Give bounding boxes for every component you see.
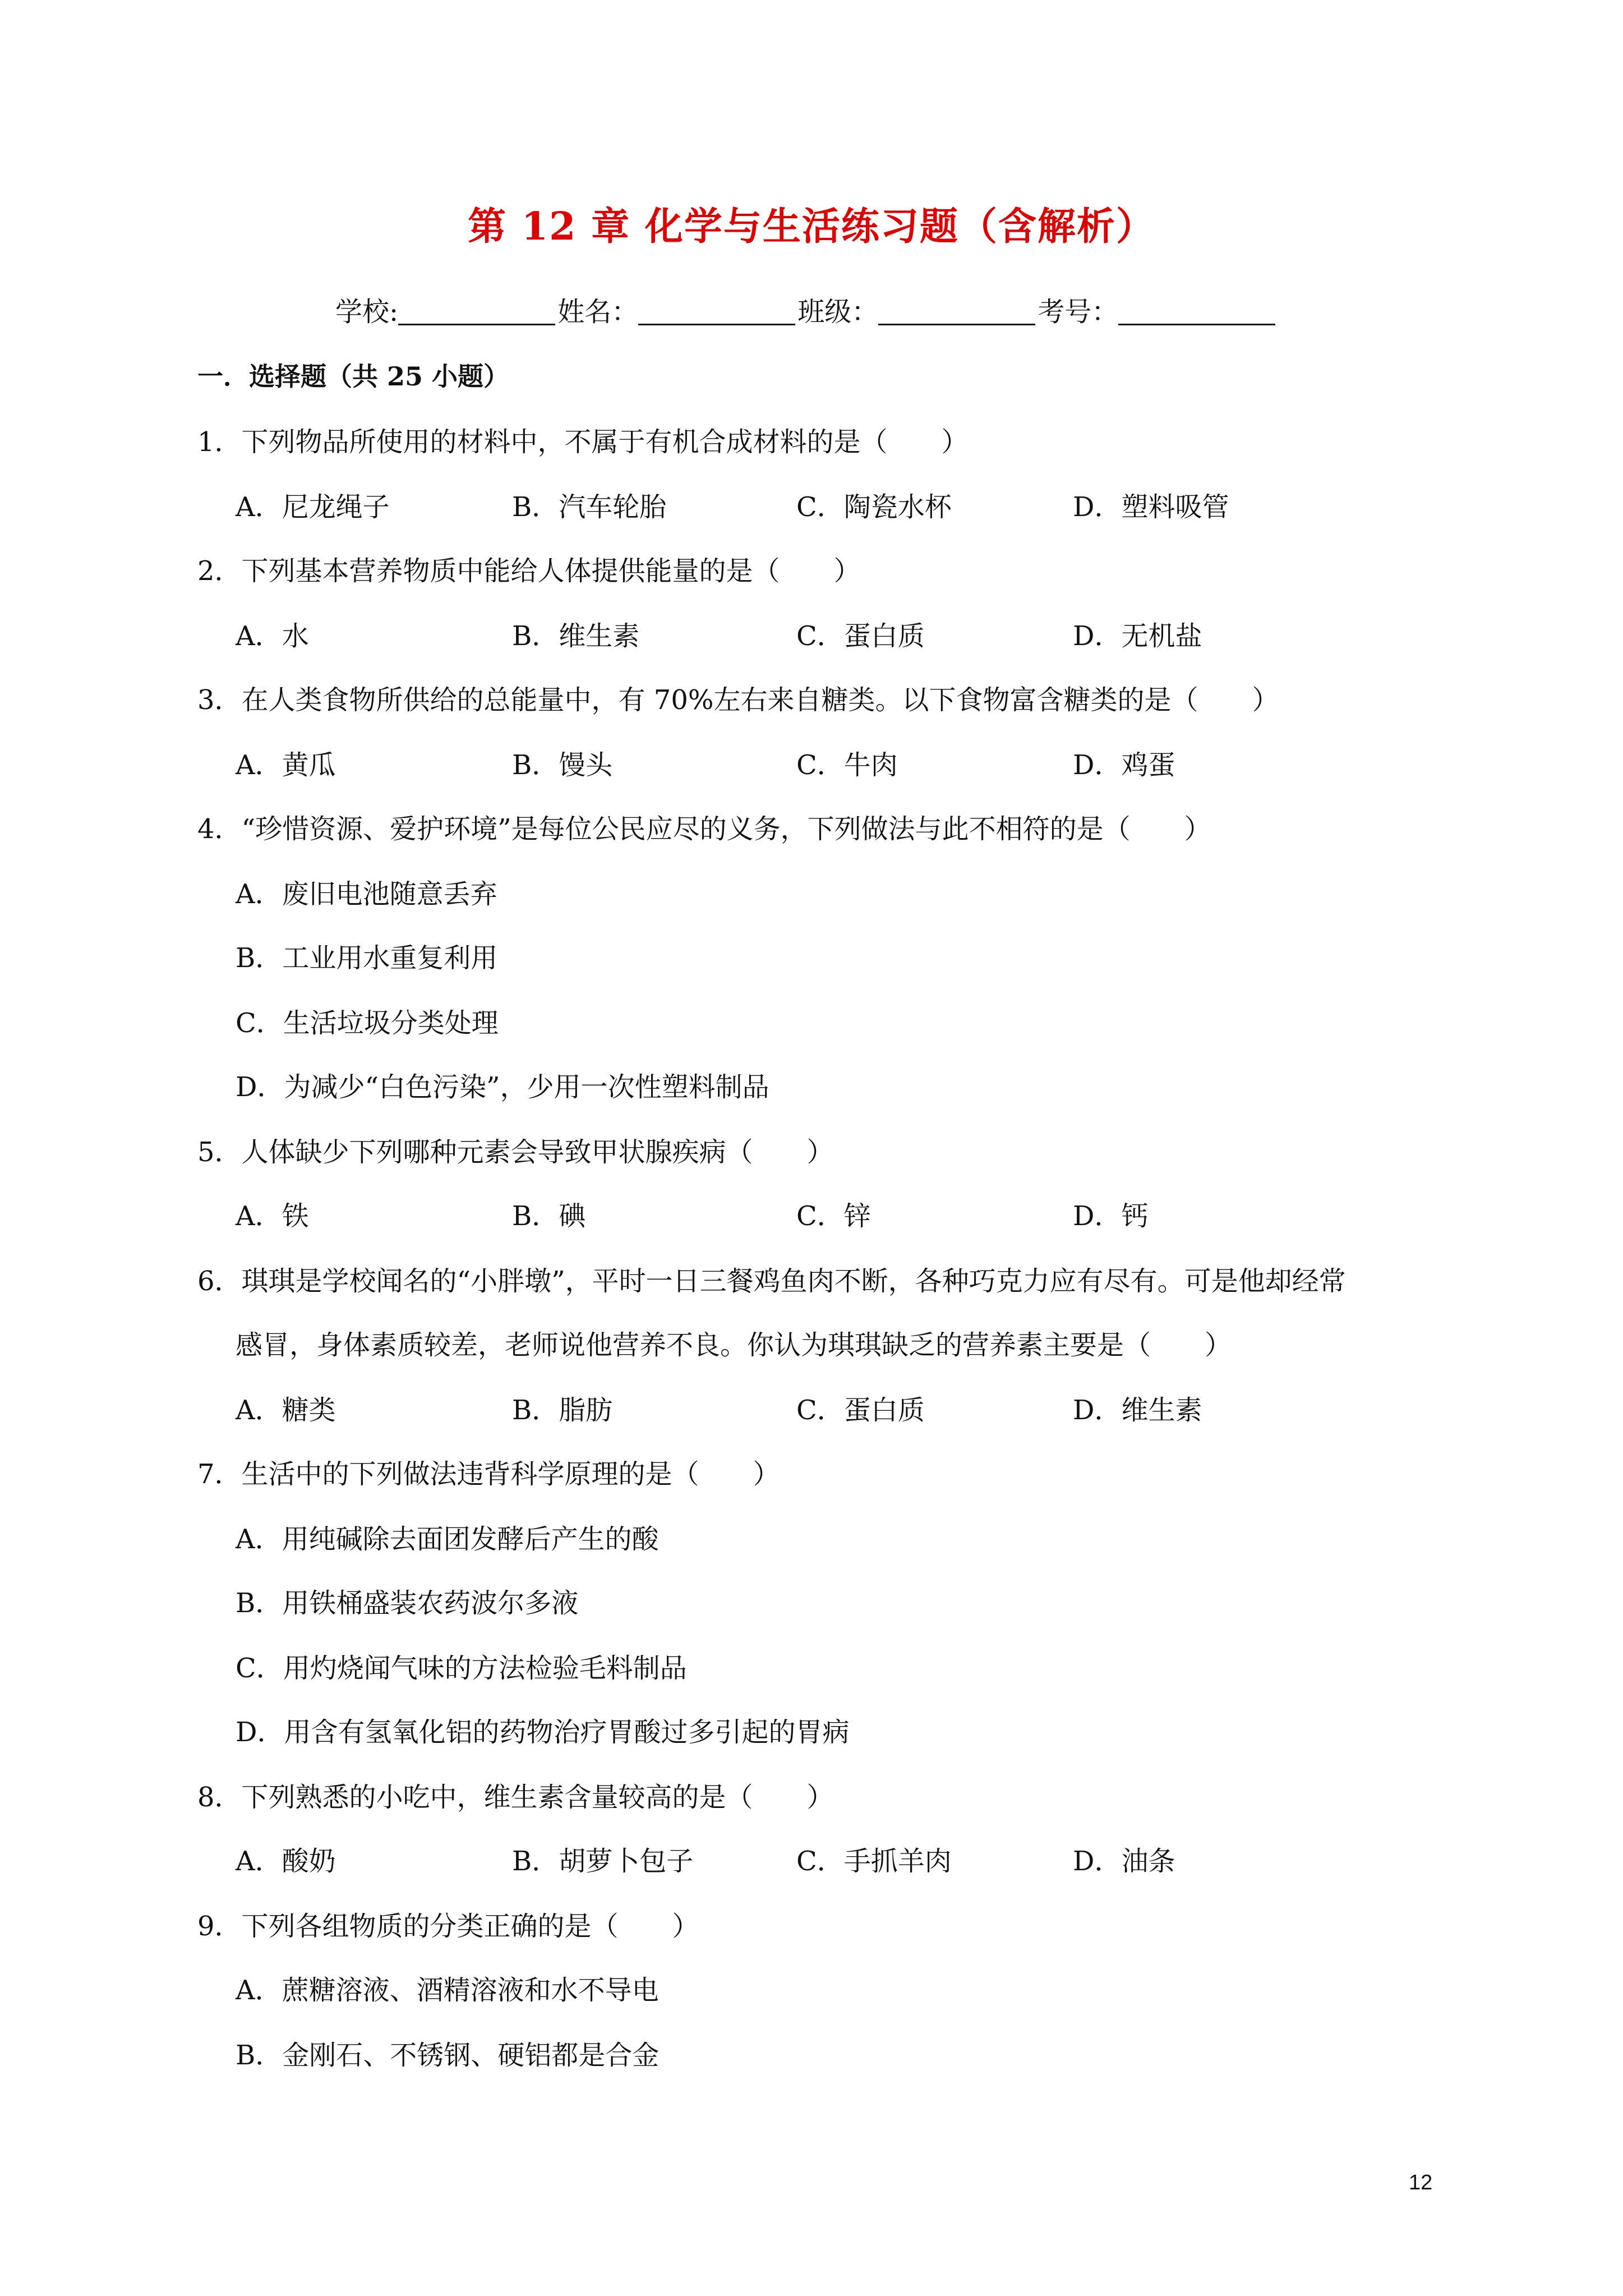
option: C．用灼烧闻气味的方法检验毛料制品 [236, 1653, 687, 1684]
option: B．馒头 [512, 749, 613, 781]
option: A．铁 [236, 1200, 309, 1232]
question-stem: 1．下列物品所使用的材料中，不属于有机合成材料的是（ ） [197, 426, 969, 458]
option: D．塑料吸管 [1073, 491, 1229, 523]
option: B．金刚石、不锈钢、硬铝都是合金 [236, 2040, 660, 2071]
option: A．用纯碱除去面团发酵后产生的酸 [236, 1524, 659, 1555]
option: B．脂肪 [512, 1395, 613, 1426]
option: C．生活垃圾分类处理 [236, 1007, 499, 1039]
option: D．无机盐 [1073, 620, 1202, 652]
question-stem: 3．在人类食物所供给的总能量中，有 70%左右来自糖类。以下食物富含糖类的是（ ） [197, 684, 1279, 716]
option: D．用含有氢氧化铝的药物治疗胃酸过多引起的胃病 [236, 1717, 850, 1748]
option: C．手抓羊肉 [796, 1846, 952, 1877]
option: B．汽车轮胎 [512, 491, 667, 523]
question-stem: 8．下列熟悉的小吃中，维生素含量较高的是（ ） [197, 1782, 834, 1813]
option: A．酸奶 [236, 1846, 336, 1877]
option: C．陶瓷水杯 [796, 491, 952, 523]
option: D．钙 [1073, 1200, 1149, 1232]
option: C．牛肉 [796, 749, 898, 781]
exam-no-label: 考号： [1038, 296, 1119, 328]
student-info-line [335, 296, 1278, 328]
option: A．尼龙绳子 [236, 491, 390, 523]
section-header: 一．选择题（共 25 小题） [197, 361, 510, 392]
question-stem: 6．琪琪是学校闻名的“小胖墩”，平时一日三餐鸡鱼肉不断，各种巧克力应有尽有。可是他却经常 [197, 1266, 1346, 1297]
option: C．蛋白质 [796, 620, 925, 652]
question-stem-continued: 感冒，身体素质较差，老师说他营养不良。你认为琪琪缺乏的营养素主要是（ ） [236, 1329, 1232, 1361]
question-stem: 5．人体缺少下列哪种元素会导致甲状腺疾病（ ） [197, 1137, 834, 1168]
page-title: 第 12 章 化学与生活练习题（含解析） [468, 204, 1155, 249]
option: B．维生素 [512, 620, 640, 652]
option: B．工业用水重复利用 [236, 942, 498, 974]
name-label: 姓名： [557, 296, 639, 328]
option: A．糖类 [236, 1395, 336, 1426]
option: D．为减少“白色污染”，少用一次性塑料制品 [236, 1071, 769, 1103]
option: A．蔗糖溶液、酒精溶液和水不导电 [236, 1975, 659, 2006]
option: D．油条 [1073, 1846, 1175, 1877]
page-number: 12 [1409, 2171, 1433, 2194]
option: D．鸡蛋 [1073, 749, 1175, 781]
class-blank [878, 299, 1035, 325]
question-stem: 7．生活中的下列做法违背科学原理的是（ ） [197, 1458, 780, 1490]
question-stem: 2．下列基本营养物质中能给人体提供能量的是（ ） [197, 555, 861, 587]
exam-no-blank [1118, 299, 1275, 325]
school-blank [398, 299, 555, 325]
question-stem: 9．下列各组物质的分类正确的是（ ） [197, 1911, 699, 1942]
option: B．碘 [512, 1200, 586, 1232]
option: D．维生素 [1073, 1395, 1202, 1426]
option: B．胡萝卜包子 [512, 1846, 694, 1877]
name-blank [638, 299, 795, 325]
school-label: 学校: [335, 296, 399, 328]
option: A．黄瓜 [236, 749, 336, 781]
option: C．锌 [796, 1200, 871, 1232]
option: B．用铁桶盛装农药波尔多液 [236, 1588, 579, 1619]
option: C．蛋白质 [796, 1395, 925, 1426]
question-stem: 4．“珍惜资源、爱护环境”是每位公民应尽的义务，下列做法与此不相符的是（ ） [197, 813, 1211, 845]
option: A．水 [236, 620, 309, 652]
option: A．废旧电池随意丢弃 [236, 878, 497, 910]
class-label: 班级： [797, 296, 879, 328]
